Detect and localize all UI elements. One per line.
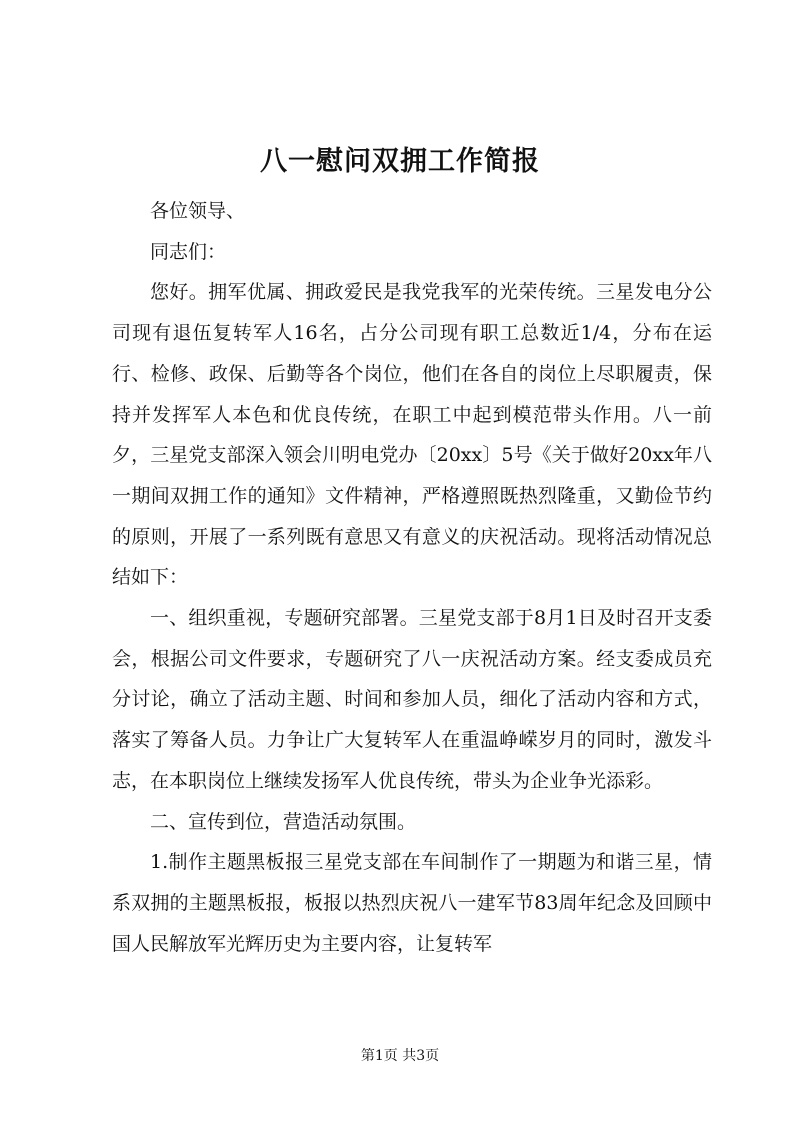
paragraph-section-two: 二、宣传到位，营造活动氛围。	[150, 810, 417, 833]
document-body	[112, 191, 712, 964]
page-footer: 第1页 共3页	[360, 1048, 440, 1064]
salutation-leaders: 各位领导、	[150, 200, 246, 222]
salutation-comrades: 同志们：	[150, 240, 227, 263]
paragraph-section-one: 一、组织重视，专题研究部署。三星党支部于8月1日及时召开支委会，根据公司文件要求，专题研究了八一庆祝活动方案。经支委成员充分讨论，确立了活动主题、时间和参加人员，细化了活动内容和方式，落实了筹备人员。力争让广大复转军人在重温峥嵘岁月的同时，激发斗志，在本职岗位上继续发扬军人优良传统，带头为企业争光添彩。	[112, 607, 712, 792]
paragraph-item-one: 1.制作主题黑板报三星党支部在车间制作了一期题为和谐三星，情系双拥的主题黑板报，板报以热烈庆祝八一建军节83周年纪念及回顾中国人民解放军光辉历史为主要内容，让复转军	[112, 851, 712, 955]
paragraph-intro: 您好。拥军优属、拥政爱民是我党我军的光荣传统。三星发电分公司现有退伍复转军人16名，占分公司现有职工总数近1/4，分布在运行、检修、政保、后勤等各个岗位，他们在各自的岗位上尽职履责，保持并发挥军人本色和优良传统，在职工中起到模范带头作用。八一前夕，三星党支部深入领会川明电党办〔20xx〕5号《关于做好20xx年八一期间双拥工作的通知》文件精神，严格遵照既热烈隆重，又勤俭节约的原则，开展了一系列既有意思又有意义的庆祝活动。现将活动情况总结如下：	[112, 281, 712, 589]
document-title: 八一慰问双拥工作简报	[260, 146, 540, 177]
